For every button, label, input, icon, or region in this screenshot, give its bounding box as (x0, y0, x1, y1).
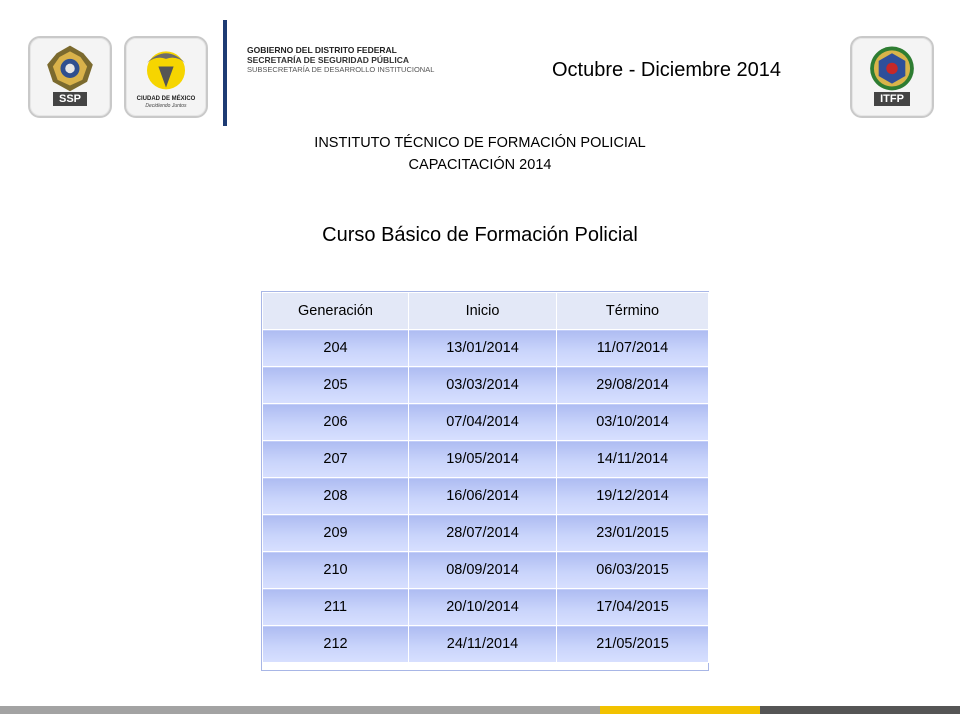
table-row (263, 441, 709, 478)
institution-name: INSTITUTO TÉCNICO DE FORMACIÓN POLICIAL (314, 135, 646, 151)
cdmx-logo-slogan: Decidiendo Juntos (145, 103, 187, 109)
cell-termino: 19/12/2014 (557, 478, 709, 515)
generations-table (262, 292, 709, 663)
cell-inicio: 28/07/2014 (409, 515, 557, 552)
cell-termino: 06/03/2015 (557, 552, 709, 589)
itfp-logo (850, 36, 934, 118)
footer-segment-gray (0, 706, 600, 714)
ssp-logo-text: SSP (53, 92, 87, 106)
cell-termino: 03/10/2014 (557, 404, 709, 441)
cell-generacion: 209 (263, 515, 409, 552)
ssp-logo (28, 36, 112, 118)
cell-generacion: 207 (263, 441, 409, 478)
table-row (263, 404, 709, 441)
footer-stripe (0, 706, 960, 714)
itfp-logo-text: ITFP (874, 92, 910, 106)
header-generacion: Generación (263, 293, 409, 330)
table-row (263, 478, 709, 515)
cell-generacion: 211 (263, 589, 409, 626)
table-row (263, 330, 709, 367)
cell-generacion: 210 (263, 552, 409, 589)
cell-termino: 29/08/2014 (557, 367, 709, 404)
cell-inicio: 13/01/2014 (409, 330, 557, 367)
cell-generacion: 204 (263, 330, 409, 367)
cell-inicio: 03/03/2014 (409, 367, 557, 404)
cell-termino: 23/01/2015 (557, 515, 709, 552)
header-termino: Término (557, 293, 709, 330)
cell-generacion: 212 (263, 626, 409, 663)
cell-termino: 14/11/2014 (557, 441, 709, 478)
cell-inicio: 19/05/2014 (409, 441, 557, 478)
course-title: Curso Básico de Formación Policial (322, 224, 638, 246)
cell-termino: 17/04/2015 (557, 589, 709, 626)
cell-inicio: 24/11/2014 (409, 626, 557, 663)
cell-inicio: 08/09/2014 (409, 552, 557, 589)
cell-termino: 21/05/2015 (557, 626, 709, 663)
cell-generacion: 205 (263, 367, 409, 404)
gov-line-1: GOBIERNO DEL DISTRITO FEDERAL (247, 45, 397, 55)
table-row (263, 515, 709, 552)
cdmx-logo (124, 36, 208, 118)
government-heading (247, 45, 434, 75)
cell-termino: 11/07/2014 (557, 330, 709, 367)
table-row (263, 367, 709, 404)
institution-subtitle: CAPACITACIÓN 2014 (408, 157, 552, 173)
gov-line-3: SUBSECRETARÍA DE DESARROLLO INSTITUCIONAL (247, 65, 435, 74)
table-row (263, 626, 709, 663)
header-divider (223, 20, 227, 126)
cell-inicio: 20/10/2014 (409, 589, 557, 626)
gov-line-2: SECRETARÍA DE SEGURIDAD PÚBLICA (247, 55, 409, 65)
cell-inicio: 16/06/2014 (409, 478, 557, 515)
cdmx-logo-text: CIUDAD DE MÉXICO (136, 96, 196, 102)
period-title: Octubre - Diciembre 2014 (552, 59, 781, 81)
cell-inicio: 07/04/2014 (409, 404, 557, 441)
footer-segment-yellow (600, 706, 760, 714)
cell-generacion: 206 (263, 404, 409, 441)
footer-segment-dark (760, 706, 960, 714)
cell-generacion: 208 (263, 478, 409, 515)
table-row (263, 552, 709, 589)
table-row (263, 589, 709, 626)
table-header-row (263, 293, 709, 330)
header-inicio: Inicio (409, 293, 557, 330)
